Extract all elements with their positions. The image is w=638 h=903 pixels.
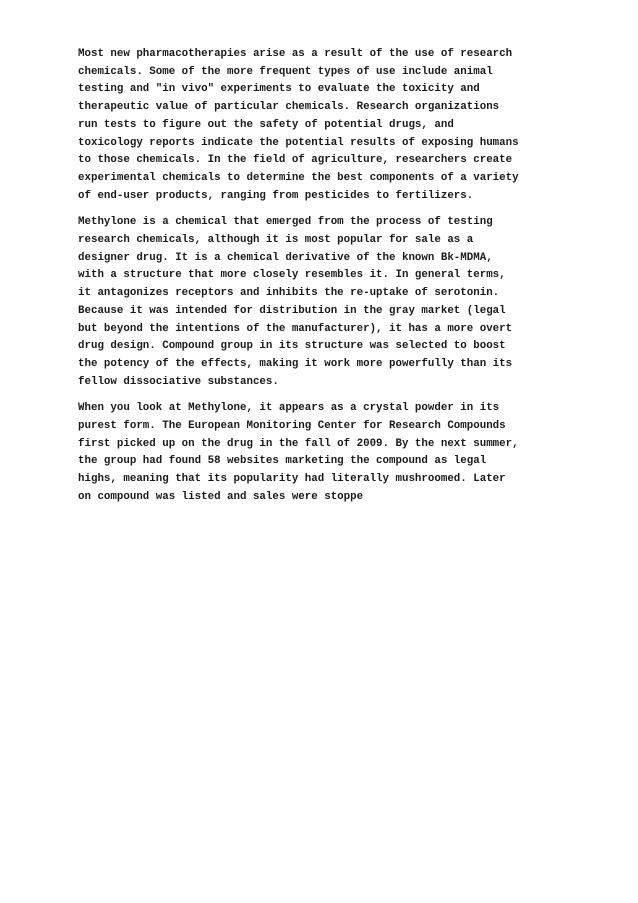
paragraph-research-chemicals: Most new pharmacotherapies arise as a result of the use of research chemicals. Some of the more frequent types of use include animal testing and "in vivo" experiments to evaluate the toxicity and therapeutic value of particular chemicals. Research organizations run tests to figure out the safety of potential drugs, and toxicology reports indicate the potential results of exposing humans to those chemicals. In the field of agriculture, researchers create experimental chemicals to determine the best components of a variety of end-user products, ranging from pesticides to fertilizers. — [78, 48, 519, 202]
paragraph-methylone-history: When you look at Methylone, it appears as a crystal powder in its purest form. The European Monitoring Center for Research Compounds first picked up on the drug in the fall of 2009. By the next summer, the group had found 58 websites marketing the compound as legal highs, meaning that its popularity had literally mushroomed. Later on compound was listed and sales were stoppe — [78, 402, 519, 503]
document-body — [78, 46, 568, 516]
paragraph-methylone-overview: Methylone is a chemical that emerged from the process of testing research chemicals, although it is most popular for sale as a designer drug. It is a chemical derivative of the known Bk-MDMA, with a structure that more closely resembles it. In general terms, it antagonizes receptors and inhibits the re-uptake of serotonin. Because it was intended for distribution in the gray market (legal but beyond the intentions of the manufacturer), it has a more overt drug design. Compound group in its structure was selected to boost the potency of the effects, making it work more powerfully than its fellow dissociative substances. — [78, 216, 513, 388]
